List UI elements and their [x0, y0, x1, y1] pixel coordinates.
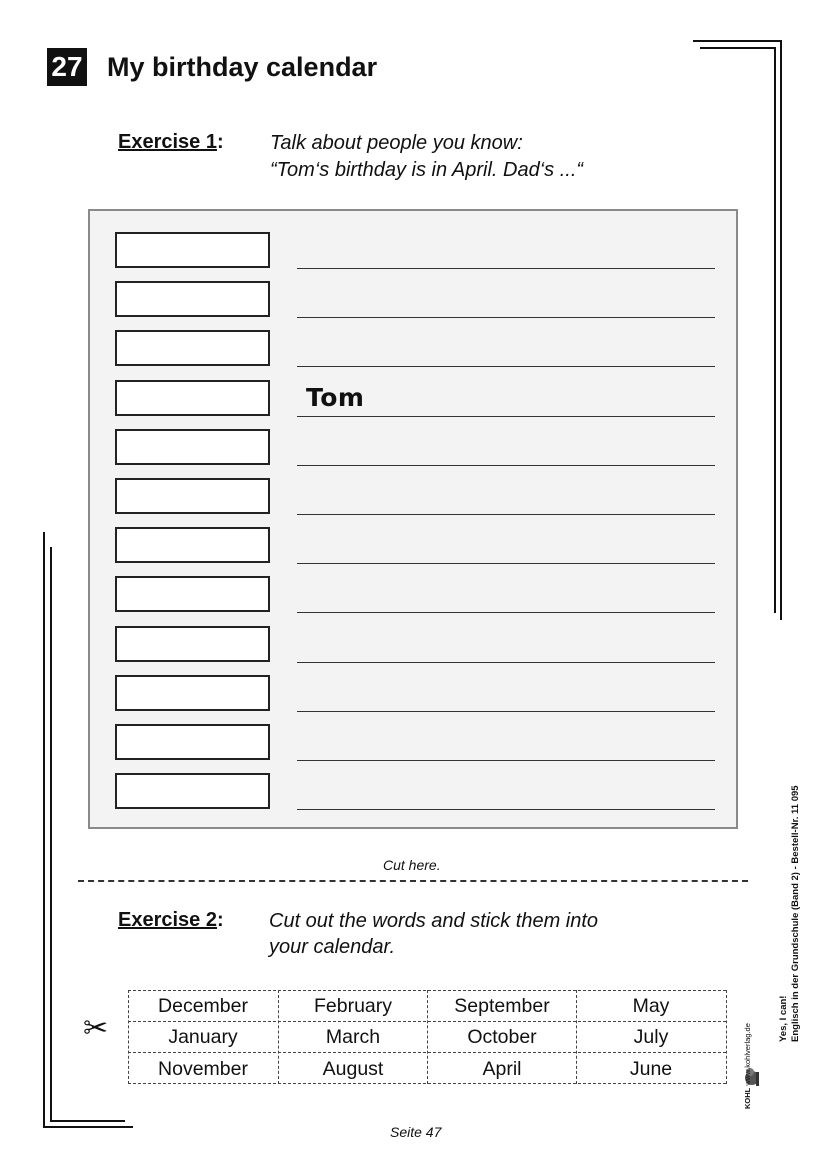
worksheet-number-badge: 27: [47, 48, 87, 86]
name-line-2[interactable]: [297, 317, 715, 318]
name-line-4[interactable]: [297, 416, 715, 417]
name-line-1[interactable]: [297, 268, 715, 269]
month-box-1[interactable]: [115, 232, 270, 268]
side-series-text: [778, 742, 802, 1042]
word-march[interactable]: March: [325, 1026, 381, 1048]
month-box-9[interactable]: [115, 626, 270, 662]
name-line-10[interactable]: [297, 711, 715, 712]
name-line-5[interactable]: [297, 465, 715, 466]
month-box-11[interactable]: [115, 724, 270, 760]
exercise2-instruction-line1: Cut out the words and stick them into: [269, 910, 599, 932]
word-june[interactable]: June: [629, 1058, 673, 1080]
month-box-8[interactable]: [115, 576, 270, 612]
grid-vline-1: [128, 990, 129, 1084]
word-february[interactable]: February: [313, 995, 393, 1017]
name-line-8[interactable]: [297, 612, 715, 613]
cut-here-label: Cut here.: [383, 857, 441, 873]
frame-bottom-line-inner: [50, 1120, 125, 1122]
word-july[interactable]: July: [633, 1026, 669, 1048]
exercise1-label: Exercise 1:: [118, 131, 224, 153]
page-number: Seite 47: [390, 1124, 442, 1140]
name-line-3[interactable]: [297, 366, 715, 367]
word-april[interactable]: April: [482, 1058, 522, 1080]
grid-vline-3: [427, 990, 428, 1084]
frame-right-line-outer: [780, 40, 782, 620]
side-series-title: Yes, I can!: [778, 995, 789, 1042]
exercise2-label: Exercise 2:: [118, 909, 224, 931]
grid-vline-4: [576, 990, 577, 1084]
publisher-url: www.kohlverlag.de: [743, 1023, 752, 1086]
name-line-12[interactable]: [297, 809, 715, 810]
frame-top-line-outer: [693, 40, 781, 42]
example-name-tom: Tom: [306, 383, 365, 412]
side-publisher-url: [743, 989, 757, 1109]
grid-vline-5: [726, 990, 727, 1084]
month-box-6[interactable]: [115, 478, 270, 514]
month-box-10[interactable]: [115, 675, 270, 711]
word-october[interactable]: October: [467, 1026, 537, 1048]
publisher-name: KOHL: [743, 1087, 752, 1109]
word-may[interactable]: May: [632, 995, 670, 1017]
word-september[interactable]: September: [454, 995, 550, 1017]
exercise1-instruction-line1: Talk about people you know:: [270, 132, 523, 154]
month-box-7[interactable]: [115, 527, 270, 563]
name-line-11[interactable]: [297, 760, 715, 761]
month-box-5[interactable]: [115, 429, 270, 465]
side-series-order-number: Englisch in der Grundschule (Band 2) - Bestell-Nr. 11 095: [790, 785, 801, 1042]
word-january[interactable]: January: [168, 1026, 238, 1048]
scissors-icon: ✂: [83, 1012, 109, 1045]
name-line-6[interactable]: [297, 514, 715, 515]
month-box-4[interactable]: [115, 380, 270, 416]
frame-top-line-inner: [700, 47, 775, 49]
page-title: My birthday calendar: [107, 52, 378, 82]
word-august[interactable]: August: [322, 1058, 384, 1080]
word-november[interactable]: November: [158, 1058, 248, 1080]
word-december[interactable]: December: [158, 995, 248, 1017]
cut-dashed-line[interactable]: [78, 880, 748, 882]
exercise1-instruction-line2: “Tom‘s birthday is in April. Dad‘s ...“: [270, 159, 584, 181]
month-box-12[interactable]: [115, 773, 270, 809]
exercise2-instruction-line2: your calendar.: [269, 936, 395, 958]
month-box-2[interactable]: [115, 281, 270, 317]
name-line-7[interactable]: [297, 563, 715, 564]
month-box-3[interactable]: [115, 330, 270, 366]
frame-right-line-inner: [774, 47, 776, 613]
name-line-9[interactable]: [297, 662, 715, 663]
frame-left-line-inner: [50, 547, 52, 1121]
frame-bottom-line-outer: [43, 1126, 133, 1128]
grid-vline-2: [278, 990, 279, 1084]
frame-left-line-outer: [43, 532, 45, 1128]
